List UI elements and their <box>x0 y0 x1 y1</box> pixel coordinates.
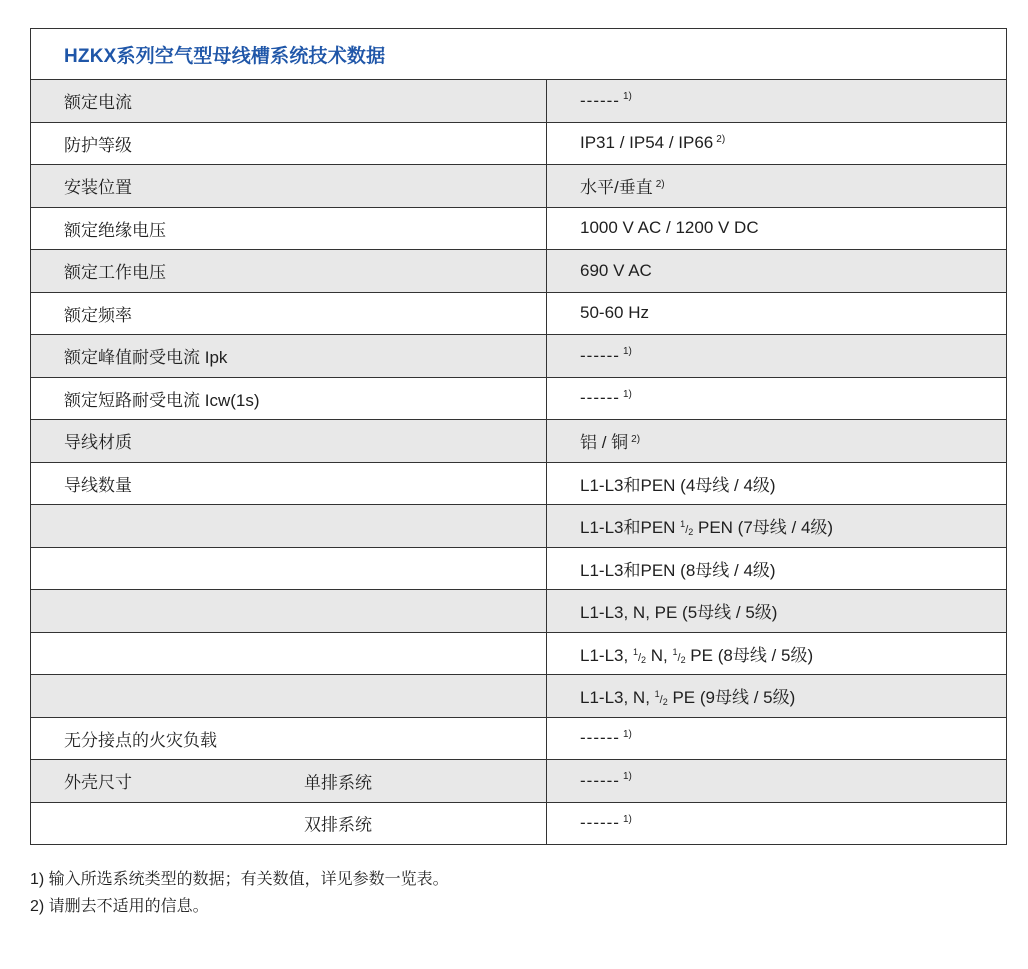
table-row <box>31 590 1007 633</box>
row-value: ------ $^{1)}$ <box>547 802 1007 845</box>
row-label <box>31 675 547 718</box>
row-label: 额定频率 <box>31 292 547 335</box>
row-value: L1-L3, $^1$/2 N, $^1$/2 PE (8母线 / 5级) <box>547 632 1007 675</box>
row-label: 导线数量 <box>31 462 547 505</box>
footnote-ref: 1) <box>622 91 632 103</box>
row-label: 安装位置 <box>31 165 547 208</box>
row-sublabel: 单排系统 <box>304 773 372 793</box>
table-row <box>31 802 1007 845</box>
table-row <box>31 675 1007 718</box>
row-value: ------ $^{1)}$ <box>547 335 1007 378</box>
footnote-ref: 2) <box>631 433 641 445</box>
table-row <box>31 250 1007 293</box>
row-label <box>31 590 547 633</box>
half-fraction: $^1$/2 <box>672 646 686 665</box>
table-row <box>31 420 1007 463</box>
row-label: 外壳尺寸 单排系统 <box>31 760 547 803</box>
row-label <box>31 802 547 845</box>
row-label: 额定电流 <box>31 80 547 123</box>
row-value: L1-L3和PEN $^1$/2 PEN (7母线 / 4级) <box>547 505 1007 548</box>
row-sublabel: 双排系统 <box>304 815 372 835</box>
row-value: L1-L3, N, $^1$/2 PE (9母线 / 5级) <box>547 675 1007 718</box>
table-row <box>31 165 1007 208</box>
row-label <box>31 632 547 675</box>
footnote-ref: 2) <box>716 133 726 145</box>
table-row <box>31 292 1007 335</box>
table-title: HZKX系列空气型母线槽系统技术数据 <box>64 45 386 67</box>
table-row <box>31 377 1007 420</box>
row-value: L1-L3和PEN (8母线 / 4级) <box>547 547 1007 590</box>
spec-document <box>30 28 1007 845</box>
row-value: L1-L3和PEN (4母线 / 4级) <box>547 462 1007 505</box>
table-row <box>31 207 1007 250</box>
table-row <box>31 335 1007 378</box>
table-row <box>31 632 1007 675</box>
row-value: IP31 / IP54 / IP66 $^{2)}$ <box>547 122 1007 165</box>
table-row <box>31 547 1007 590</box>
footnote-ref: 1) <box>622 346 632 358</box>
table-row <box>31 122 1007 165</box>
footnotes <box>30 866 449 920</box>
table-row <box>31 760 1007 803</box>
footnote-ref: 1) <box>622 771 632 783</box>
footnote-ref: 1) <box>622 813 632 825</box>
row-label: 无分接点的火灾负载 <box>31 717 547 760</box>
half-fraction: $^1$/2 <box>632 646 647 665</box>
footnote-1: 1) 输入所选系统类型的数据；有关数值，详见参数一览表。 <box>30 871 449 888</box>
row-label: 额定峰值耐受电流 Ipk <box>31 335 547 378</box>
row-value: 1000 V AC / 1200 V DC <box>547 207 1007 250</box>
footnote-ref: 1) <box>622 388 632 400</box>
half-fraction: $^1$/2 <box>654 689 668 708</box>
footnote-2: 2) 请删去不适用的信息。 <box>30 898 209 915</box>
row-value: 铝 / 铜 $^{2)}$ <box>547 420 1007 463</box>
row-label: 额定工作电压 <box>31 250 547 293</box>
row-value: ------ $^{1)}$ <box>547 80 1007 123</box>
row-value: ------ $^{1)}$ <box>547 377 1007 420</box>
footnote-ref: 1) <box>622 728 632 740</box>
spec-table <box>30 79 1007 845</box>
row-label <box>31 547 547 590</box>
title-bar <box>30 28 1007 79</box>
row-value: L1-L3, N, PE (5母线 / 5级) <box>547 590 1007 633</box>
row-label: 额定短路耐受电流 Icw(1s) <box>31 377 547 420</box>
row-label: 防护等级 <box>31 122 547 165</box>
table-row <box>31 717 1007 760</box>
table-row <box>31 505 1007 548</box>
row-label <box>31 505 547 548</box>
row-value: ------ $^{1)}$ <box>547 760 1007 803</box>
half-fraction: $^1$/2 <box>680 519 694 538</box>
row-label: 额定绝缘电压 <box>31 207 547 250</box>
row-value: ------ $^{1)}$ <box>547 717 1007 760</box>
row-label: 导线材质 <box>31 420 547 463</box>
table-row <box>31 80 1007 123</box>
row-value: 水平/垂直 $^{2)}$ <box>547 165 1007 208</box>
table-row <box>31 462 1007 505</box>
row-value: 690 V AC <box>547 250 1007 293</box>
row-value: 50-60 Hz <box>547 292 1007 335</box>
footnote-ref: 2) <box>655 178 665 190</box>
